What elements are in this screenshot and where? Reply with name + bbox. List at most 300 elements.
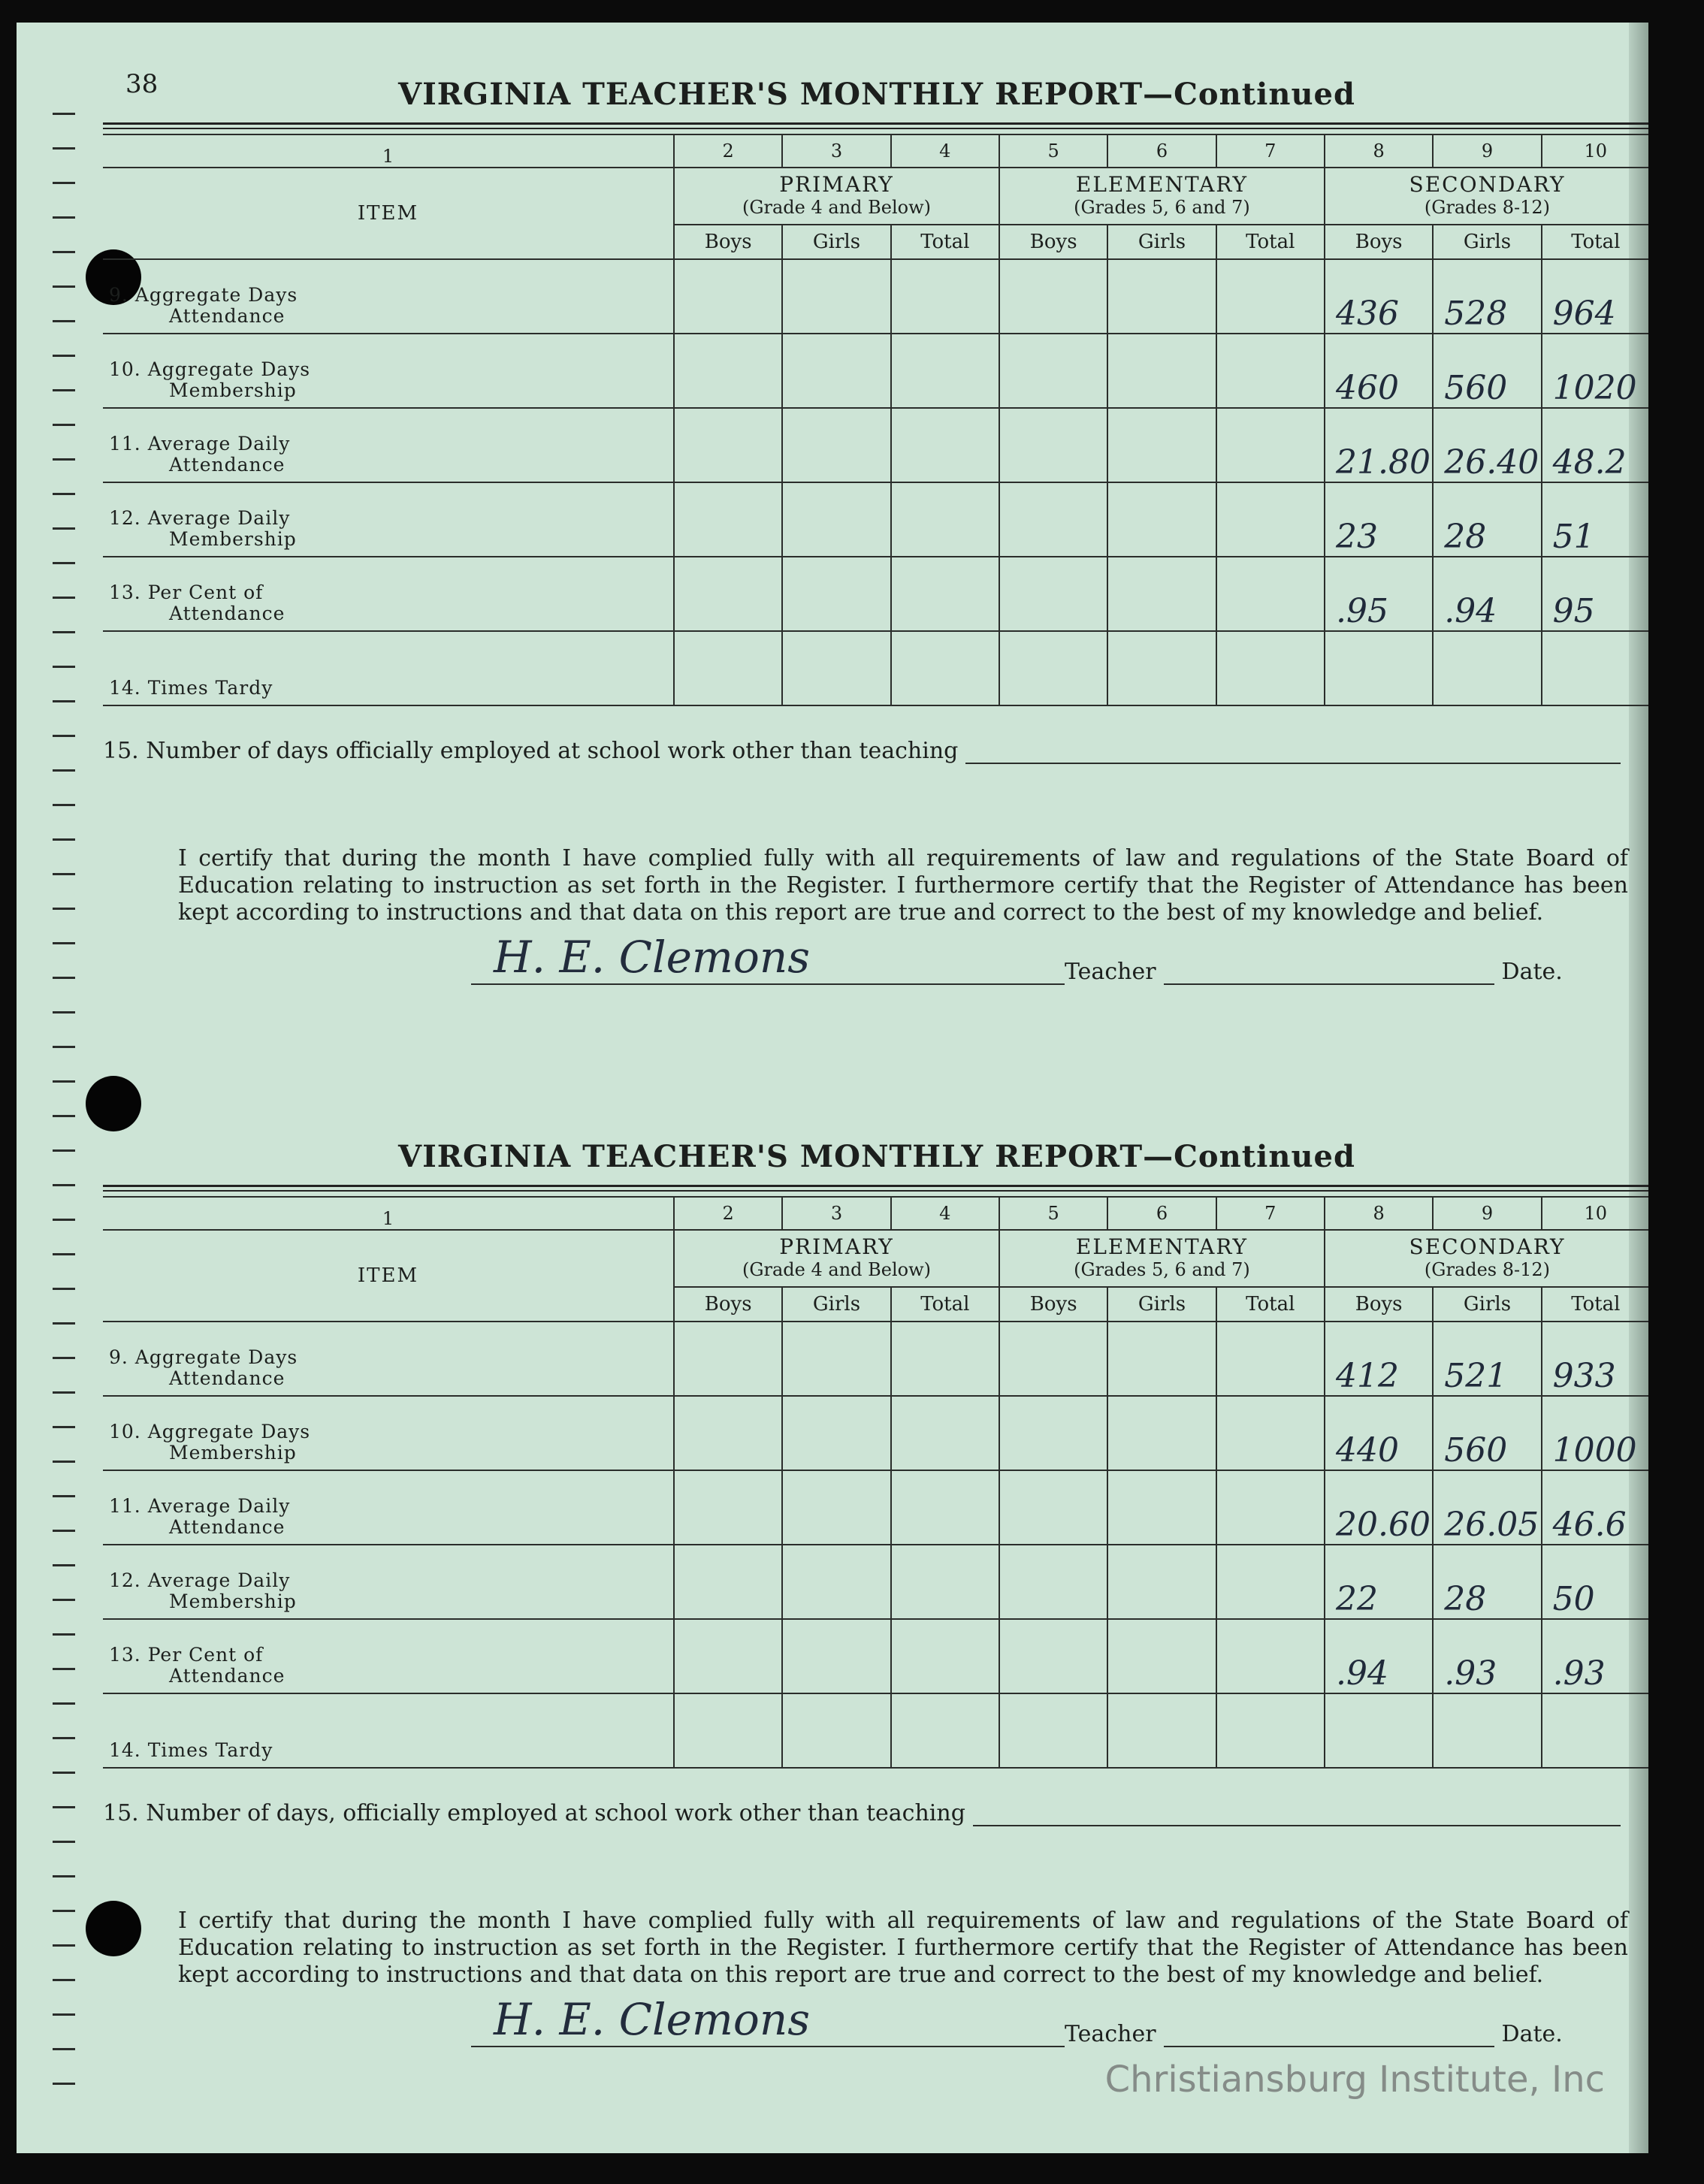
secondary-boys-value: 436 xyxy=(1325,259,1433,334)
grade-group-header xyxy=(999,168,1325,225)
column-number: 5 xyxy=(999,1197,1107,1230)
secondary-total-value: 48.2 xyxy=(1542,408,1648,482)
secondary-girls-value: .94 xyxy=(1433,557,1541,631)
teacher-signature: H. E. Clemons xyxy=(471,931,1065,985)
empty-cell xyxy=(782,1396,890,1470)
empty-cell xyxy=(1216,334,1325,408)
grade-group-range: (Grade 4 and Below) xyxy=(742,1259,932,1280)
margin-tick xyxy=(53,977,75,979)
empty-cell xyxy=(1107,1322,1216,1396)
secondary-boys-value xyxy=(1325,631,1433,705)
secondary-girls-value: 528 xyxy=(1433,259,1541,334)
grade-group-range: (Grades 5, 6 and 7) xyxy=(1074,1259,1250,1280)
margin-tick xyxy=(53,355,75,357)
margin-tick xyxy=(53,1046,75,1048)
column-number: 9 xyxy=(1433,134,1541,168)
empty-cell xyxy=(1107,334,1216,408)
gender-subhead: Boys xyxy=(674,225,782,259)
empty-cell xyxy=(999,631,1107,705)
empty-cell xyxy=(1216,557,1325,631)
margin-tick xyxy=(53,458,75,461)
empty-cell xyxy=(674,408,782,482)
empty-cell xyxy=(891,1693,999,1768)
item-header: ITEM xyxy=(103,168,674,259)
empty-cell xyxy=(999,334,1107,408)
table-row xyxy=(103,334,1648,408)
margin-tick xyxy=(53,216,75,219)
margin-tick xyxy=(53,838,75,841)
table-row xyxy=(103,259,1648,334)
margin-tick xyxy=(53,666,75,668)
margin-tick xyxy=(53,804,75,806)
secondary-total-value: 933 xyxy=(1542,1322,1648,1396)
empty-cell xyxy=(1216,1470,1325,1545)
grade-group-name: ELEMENTARY xyxy=(1075,172,1249,197)
gender-subhead: Total xyxy=(1542,225,1648,259)
secondary-girls-value xyxy=(1433,1693,1541,1768)
gender-subhead: Total xyxy=(1542,1287,1648,1322)
gender-subhead: Total xyxy=(1216,225,1325,259)
table-row xyxy=(103,631,1648,705)
item-label-line2: Attendance xyxy=(169,603,286,624)
empty-cell xyxy=(1107,482,1216,557)
secondary-girls-value: 560 xyxy=(1433,334,1541,408)
item-label: 12. Average Daily Membership xyxy=(103,1570,673,1618)
empty-cell xyxy=(782,408,890,482)
column-number: 2 xyxy=(674,1197,782,1230)
attendance-table xyxy=(103,1196,1648,1769)
empty-cell xyxy=(782,631,890,705)
punch-hole-middle xyxy=(86,1076,141,1131)
table-row xyxy=(103,1470,1648,1545)
secondary-total-value xyxy=(1542,1693,1648,1768)
item-label: 13. Per Cent of Attendance xyxy=(103,1645,673,1693)
certification-text: I certify that during the month I have complied fully with all requirements of law and regulations of the State Board of Education relating to instruction as set forth in the Register. I furthermore certify that the Register of Attendance has been kept according to instructions and that data on this report are true and correct to the best of my knowledge and belief. xyxy=(178,1908,1628,1988)
item-label: 14. Times Tardy xyxy=(109,677,273,699)
margin-tick xyxy=(53,1530,75,1532)
column-number: 9 xyxy=(1433,1197,1541,1230)
margin-tick xyxy=(53,1944,75,1947)
item-cell xyxy=(103,259,674,334)
empty-cell xyxy=(891,334,999,408)
item-cell xyxy=(103,1396,674,1470)
secondary-total-value: 1000 xyxy=(1542,1396,1648,1470)
title-rule xyxy=(103,122,1648,129)
empty-cell xyxy=(1107,631,1216,705)
empty-cell xyxy=(999,408,1107,482)
grade-group-name: SECONDARY xyxy=(1409,172,1566,197)
empty-cell xyxy=(1216,1619,1325,1693)
margin-tick xyxy=(53,1668,75,1670)
gender-subhead: Total xyxy=(1216,1287,1325,1322)
margin-tick xyxy=(53,147,75,150)
monthly-report-top xyxy=(103,77,1648,985)
grade-group-range: (Grade 4 and Below) xyxy=(742,197,932,218)
table-row xyxy=(103,1322,1648,1396)
watermark: Christiansburg Institute, Inc xyxy=(1104,2059,1605,2101)
margin-tick xyxy=(53,597,75,599)
certification-text: I certify that during the month I have complied fully with all requirements of law and regulations of the State Board of Education relating to instruction as set forth in the Register. I furthermore certify that the Register of Attendance has been kept according to instructions and that data on this report are true and correct to the best of my knowledge and belief. xyxy=(178,845,1628,926)
item-label-line2: Membership xyxy=(169,1442,297,1464)
margin-tick xyxy=(53,285,75,288)
secondary-girls-value: 28 xyxy=(1433,482,1541,557)
empty-cell xyxy=(782,334,890,408)
item-cell xyxy=(103,1693,674,1768)
empty-cell xyxy=(891,259,999,334)
column-number: 3 xyxy=(782,1197,890,1230)
empty-cell xyxy=(1107,408,1216,482)
empty-cell xyxy=(782,1693,890,1768)
empty-cell xyxy=(891,1470,999,1545)
item-label-line2: Attendance xyxy=(169,1367,286,1389)
empty-cell xyxy=(1216,1322,1325,1396)
signature-row xyxy=(471,931,1648,985)
gender-subhead: Total xyxy=(891,1287,999,1322)
empty-cell xyxy=(1107,1396,1216,1470)
signature-row xyxy=(471,1993,1648,2047)
column-number-row xyxy=(103,134,1648,168)
item-cell xyxy=(103,1322,674,1396)
margin-tick xyxy=(53,1633,75,1636)
column-number: 7 xyxy=(1216,134,1325,168)
report-sheet xyxy=(17,23,1648,2153)
line-15-row xyxy=(103,738,1648,764)
gender-subhead: Girls xyxy=(1433,225,1541,259)
empty-cell xyxy=(674,482,782,557)
empty-cell xyxy=(999,557,1107,631)
margin-tick xyxy=(53,389,75,391)
empty-cell xyxy=(999,1619,1107,1693)
margin-tick xyxy=(53,1702,75,1705)
column-number: 1 xyxy=(103,134,674,168)
empty-cell xyxy=(1216,482,1325,557)
secondary-girls-value: 28 xyxy=(1433,1545,1541,1619)
empty-cell xyxy=(782,482,890,557)
table-row xyxy=(103,1619,1648,1693)
empty-cell xyxy=(891,1619,999,1693)
margin-tick xyxy=(53,873,75,875)
table-row xyxy=(103,482,1648,557)
gender-subhead: Boys xyxy=(674,1287,782,1322)
item-label-line2: Attendance xyxy=(169,1516,286,1538)
margin-tick xyxy=(53,1357,75,1359)
teacher-label: Teacher xyxy=(1065,2021,1156,2047)
secondary-boys-value: 440 xyxy=(1325,1396,1433,1470)
empty-cell xyxy=(674,1545,782,1619)
table-row xyxy=(103,557,1648,631)
empty-cell xyxy=(999,1545,1107,1619)
grade-group-range: (Grades 5, 6 and 7) xyxy=(1074,197,1250,218)
empty-cell xyxy=(674,1322,782,1396)
report-title: VIRGINIA TEACHER'S MONTHLY REPORT—Continued xyxy=(398,1139,1355,1174)
page-number: 38 xyxy=(125,69,159,99)
item-label-line2: Membership xyxy=(169,528,297,550)
date-blank xyxy=(1164,2023,1494,2047)
margin-tick xyxy=(53,1737,75,1739)
margin-tick xyxy=(53,2013,75,2016)
column-number: 8 xyxy=(1325,1197,1433,1230)
item-label: 9. Aggregate Days Attendance xyxy=(103,285,673,333)
secondary-boys-value: 23 xyxy=(1325,482,1433,557)
grade-group-name: ELEMENTARY xyxy=(1075,1234,1249,1259)
secondary-total-value: 51 xyxy=(1542,482,1648,557)
item-label: 10. Aggregate Days Membership xyxy=(103,359,673,407)
line-15-blank xyxy=(973,1804,1621,1826)
margin-tick xyxy=(53,1495,75,1497)
date-label: Date. xyxy=(1501,959,1563,985)
table-row xyxy=(103,1693,1648,1768)
line-15-label: 15. Number of days, officially employed at school work other than teaching xyxy=(103,1800,965,1826)
empty-cell xyxy=(1107,259,1216,334)
margin-tick xyxy=(53,1115,75,1117)
margin-tick xyxy=(53,1806,75,1808)
empty-cell xyxy=(891,631,999,705)
empty-cell xyxy=(1107,557,1216,631)
empty-cell xyxy=(891,482,999,557)
secondary-boys-value: .94 xyxy=(1325,1619,1433,1693)
empty-cell xyxy=(674,1396,782,1470)
item-cell xyxy=(103,1545,674,1619)
grade-group-name: PRIMARY xyxy=(779,172,894,197)
margin-tick xyxy=(53,1910,75,1912)
column-number: 10 xyxy=(1542,134,1648,168)
grade-group-header xyxy=(674,1230,999,1287)
empty-cell xyxy=(782,259,890,334)
margin-tick xyxy=(53,1599,75,1601)
empty-cell xyxy=(1107,1545,1216,1619)
empty-cell xyxy=(1216,408,1325,482)
empty-cell xyxy=(999,482,1107,557)
margin-tick xyxy=(53,1426,75,1428)
secondary-girls-value: 26.40 xyxy=(1433,408,1541,482)
margin-tick xyxy=(53,631,75,633)
empty-cell xyxy=(674,557,782,631)
column-number: 8 xyxy=(1325,134,1433,168)
margin-tick xyxy=(53,1011,75,1013)
empty-cell xyxy=(674,1693,782,1768)
teacher-label: Teacher xyxy=(1065,959,1156,985)
attendance-table xyxy=(103,134,1648,706)
line-15-label: 15. Number of days officially employed at school work other than teaching xyxy=(103,738,959,764)
table-row xyxy=(103,1545,1648,1619)
empty-cell xyxy=(891,1322,999,1396)
gender-subhead: Girls xyxy=(782,1287,890,1322)
secondary-total-value: .93 xyxy=(1542,1619,1648,1693)
monthly-report-bottom xyxy=(103,1139,1648,2047)
empty-cell xyxy=(1107,1470,1216,1545)
margin-tick xyxy=(53,1149,75,1152)
empty-cell xyxy=(1216,631,1325,705)
secondary-boys-value: 21.80 xyxy=(1325,408,1433,482)
column-number: 6 xyxy=(1107,134,1216,168)
empty-cell xyxy=(674,1470,782,1545)
empty-cell xyxy=(891,1396,999,1470)
item-label: 13. Per Cent of Attendance xyxy=(103,582,673,630)
item-label: 9. Aggregate Days Attendance xyxy=(103,1347,673,1395)
column-number: 4 xyxy=(891,1197,999,1230)
gender-subhead: Girls xyxy=(782,225,890,259)
secondary-total-value: 46.6 xyxy=(1542,1470,1648,1545)
empty-cell xyxy=(674,334,782,408)
column-number: 10 xyxy=(1542,1197,1648,1230)
item-cell xyxy=(103,1619,674,1693)
empty-cell xyxy=(891,557,999,631)
empty-cell xyxy=(1216,259,1325,334)
title-rule xyxy=(103,1185,1648,1192)
item-label-line2: Attendance xyxy=(169,454,286,476)
item-cell xyxy=(103,631,674,705)
column-number: 5 xyxy=(999,134,1107,168)
secondary-girls-value: 521 xyxy=(1433,1322,1541,1396)
empty-cell xyxy=(999,1470,1107,1545)
margin-tick xyxy=(53,1772,75,1774)
item-label: 11. Average Daily Attendance xyxy=(103,433,673,482)
gender-subhead: Boys xyxy=(1325,225,1433,259)
margin-tick xyxy=(53,113,75,115)
margin-tick xyxy=(53,1391,75,1394)
secondary-boys-value: .95 xyxy=(1325,557,1433,631)
line-15-row xyxy=(103,1800,1648,1826)
report-title: VIRGINIA TEACHER'S MONTHLY REPORT—Continued xyxy=(398,77,1355,112)
margin-tick xyxy=(53,320,75,322)
gender-subhead: Boys xyxy=(1325,1287,1433,1322)
empty-cell xyxy=(1216,1693,1325,1768)
item-label: 10. Aggregate Days Membership xyxy=(103,1421,673,1470)
empty-cell xyxy=(999,259,1107,334)
secondary-boys-value: 460 xyxy=(1325,334,1433,408)
margin-tick xyxy=(53,424,75,426)
teacher-signature: H. E. Clemons xyxy=(471,1993,1065,2047)
secondary-total-value: 1020 xyxy=(1542,334,1648,408)
column-number: 6 xyxy=(1107,1197,1216,1230)
empty-cell xyxy=(782,1322,890,1396)
margin-tick xyxy=(53,2083,75,2085)
secondary-girls-value: 560 xyxy=(1433,1396,1541,1470)
gender-subhead: Boys xyxy=(999,1287,1107,1322)
margin-tick xyxy=(53,1841,75,1843)
item-cell xyxy=(103,334,674,408)
date-blank xyxy=(1164,961,1494,985)
margin-tick xyxy=(53,2048,75,2050)
secondary-total-value: 95 xyxy=(1542,557,1648,631)
margin-tick xyxy=(53,700,75,702)
item-label: 11. Average Daily Attendance xyxy=(103,1496,673,1544)
empty-cell xyxy=(1107,1693,1216,1768)
secondary-boys-value: 22 xyxy=(1325,1545,1433,1619)
empty-cell xyxy=(782,557,890,631)
empty-cell xyxy=(891,408,999,482)
secondary-girls-value: .93 xyxy=(1433,1619,1541,1693)
margin-tick xyxy=(53,493,75,495)
empty-cell xyxy=(1107,1619,1216,1693)
margin-tick xyxy=(53,182,75,184)
table-row xyxy=(103,1396,1648,1470)
margin-tick xyxy=(53,251,75,253)
margin-tick xyxy=(53,1979,75,1981)
empty-cell xyxy=(891,1545,999,1619)
secondary-girls-value xyxy=(1433,631,1541,705)
gender-subhead: Girls xyxy=(1107,1287,1216,1322)
column-number: 3 xyxy=(782,134,890,168)
margin-tick xyxy=(53,1564,75,1566)
margin-tick xyxy=(53,942,75,944)
item-cell xyxy=(103,557,674,631)
empty-cell xyxy=(782,1545,890,1619)
column-number-row xyxy=(103,1197,1648,1230)
gender-subhead: Boys xyxy=(999,225,1107,259)
secondary-boys-value: 412 xyxy=(1325,1322,1433,1396)
item-label-line2: Attendance xyxy=(169,1665,286,1687)
margin-tick xyxy=(53,769,75,772)
item-label-line2: Attendance xyxy=(169,305,286,327)
line-15-blank xyxy=(965,742,1621,764)
grade-group-header xyxy=(1325,1230,1648,1287)
grade-group-range: (Grades 8-12) xyxy=(1424,197,1551,218)
empty-cell xyxy=(999,1693,1107,1768)
margin-tick xyxy=(53,1080,75,1083)
empty-cell xyxy=(999,1396,1107,1470)
margin-tick xyxy=(53,527,75,530)
date-label: Date. xyxy=(1501,2021,1563,2047)
column-number: 2 xyxy=(674,134,782,168)
margin-tick xyxy=(53,1253,75,1255)
secondary-total-value: 964 xyxy=(1542,259,1648,334)
margin-tick xyxy=(53,1288,75,1290)
empty-cell xyxy=(674,631,782,705)
secondary-boys-value: 20.60 xyxy=(1325,1470,1433,1545)
gender-subhead: Girls xyxy=(1107,225,1216,259)
empty-cell xyxy=(1216,1545,1325,1619)
margin-tick xyxy=(53,562,75,564)
secondary-girls-value: 26.05 xyxy=(1433,1470,1541,1545)
empty-cell xyxy=(674,259,782,334)
column-number: 1 xyxy=(103,1197,674,1230)
item-label: 14. Times Tardy xyxy=(109,1739,273,1761)
empty-cell xyxy=(999,1322,1107,1396)
grade-group-range: (Grades 8-12) xyxy=(1424,1259,1551,1280)
margin-tick xyxy=(53,735,75,737)
item-cell xyxy=(103,1470,674,1545)
empty-cell xyxy=(782,1470,890,1545)
empty-cell xyxy=(782,1619,890,1693)
item-header: ITEM xyxy=(103,1230,674,1322)
margin-tick xyxy=(53,1461,75,1463)
margin-tick xyxy=(53,1875,75,1877)
empty-cell xyxy=(1216,1396,1325,1470)
empty-cell xyxy=(674,1619,782,1693)
item-label: 12. Average Daily Membership xyxy=(103,508,673,556)
margin-tick xyxy=(53,1219,75,1221)
grade-group-name: SECONDARY xyxy=(1409,1234,1566,1259)
secondary-boys-value xyxy=(1325,1693,1433,1768)
item-label-line2: Membership xyxy=(169,1590,297,1612)
item-cell xyxy=(103,408,674,482)
column-number: 7 xyxy=(1216,1197,1325,1230)
margin-tick xyxy=(53,1322,75,1325)
margin-tick xyxy=(53,908,75,910)
secondary-total-value xyxy=(1542,631,1648,705)
gender-subhead: Total xyxy=(891,225,999,259)
margin-tick-marks xyxy=(53,113,83,2141)
grade-group-header xyxy=(999,1230,1325,1287)
gender-subhead: Girls xyxy=(1433,1287,1541,1322)
table-row xyxy=(103,408,1648,482)
column-number: 4 xyxy=(891,134,999,168)
item-cell xyxy=(103,482,674,557)
grade-group-row xyxy=(103,1230,1648,1287)
margin-tick xyxy=(53,1184,75,1186)
secondary-total-value: 50 xyxy=(1542,1545,1648,1619)
